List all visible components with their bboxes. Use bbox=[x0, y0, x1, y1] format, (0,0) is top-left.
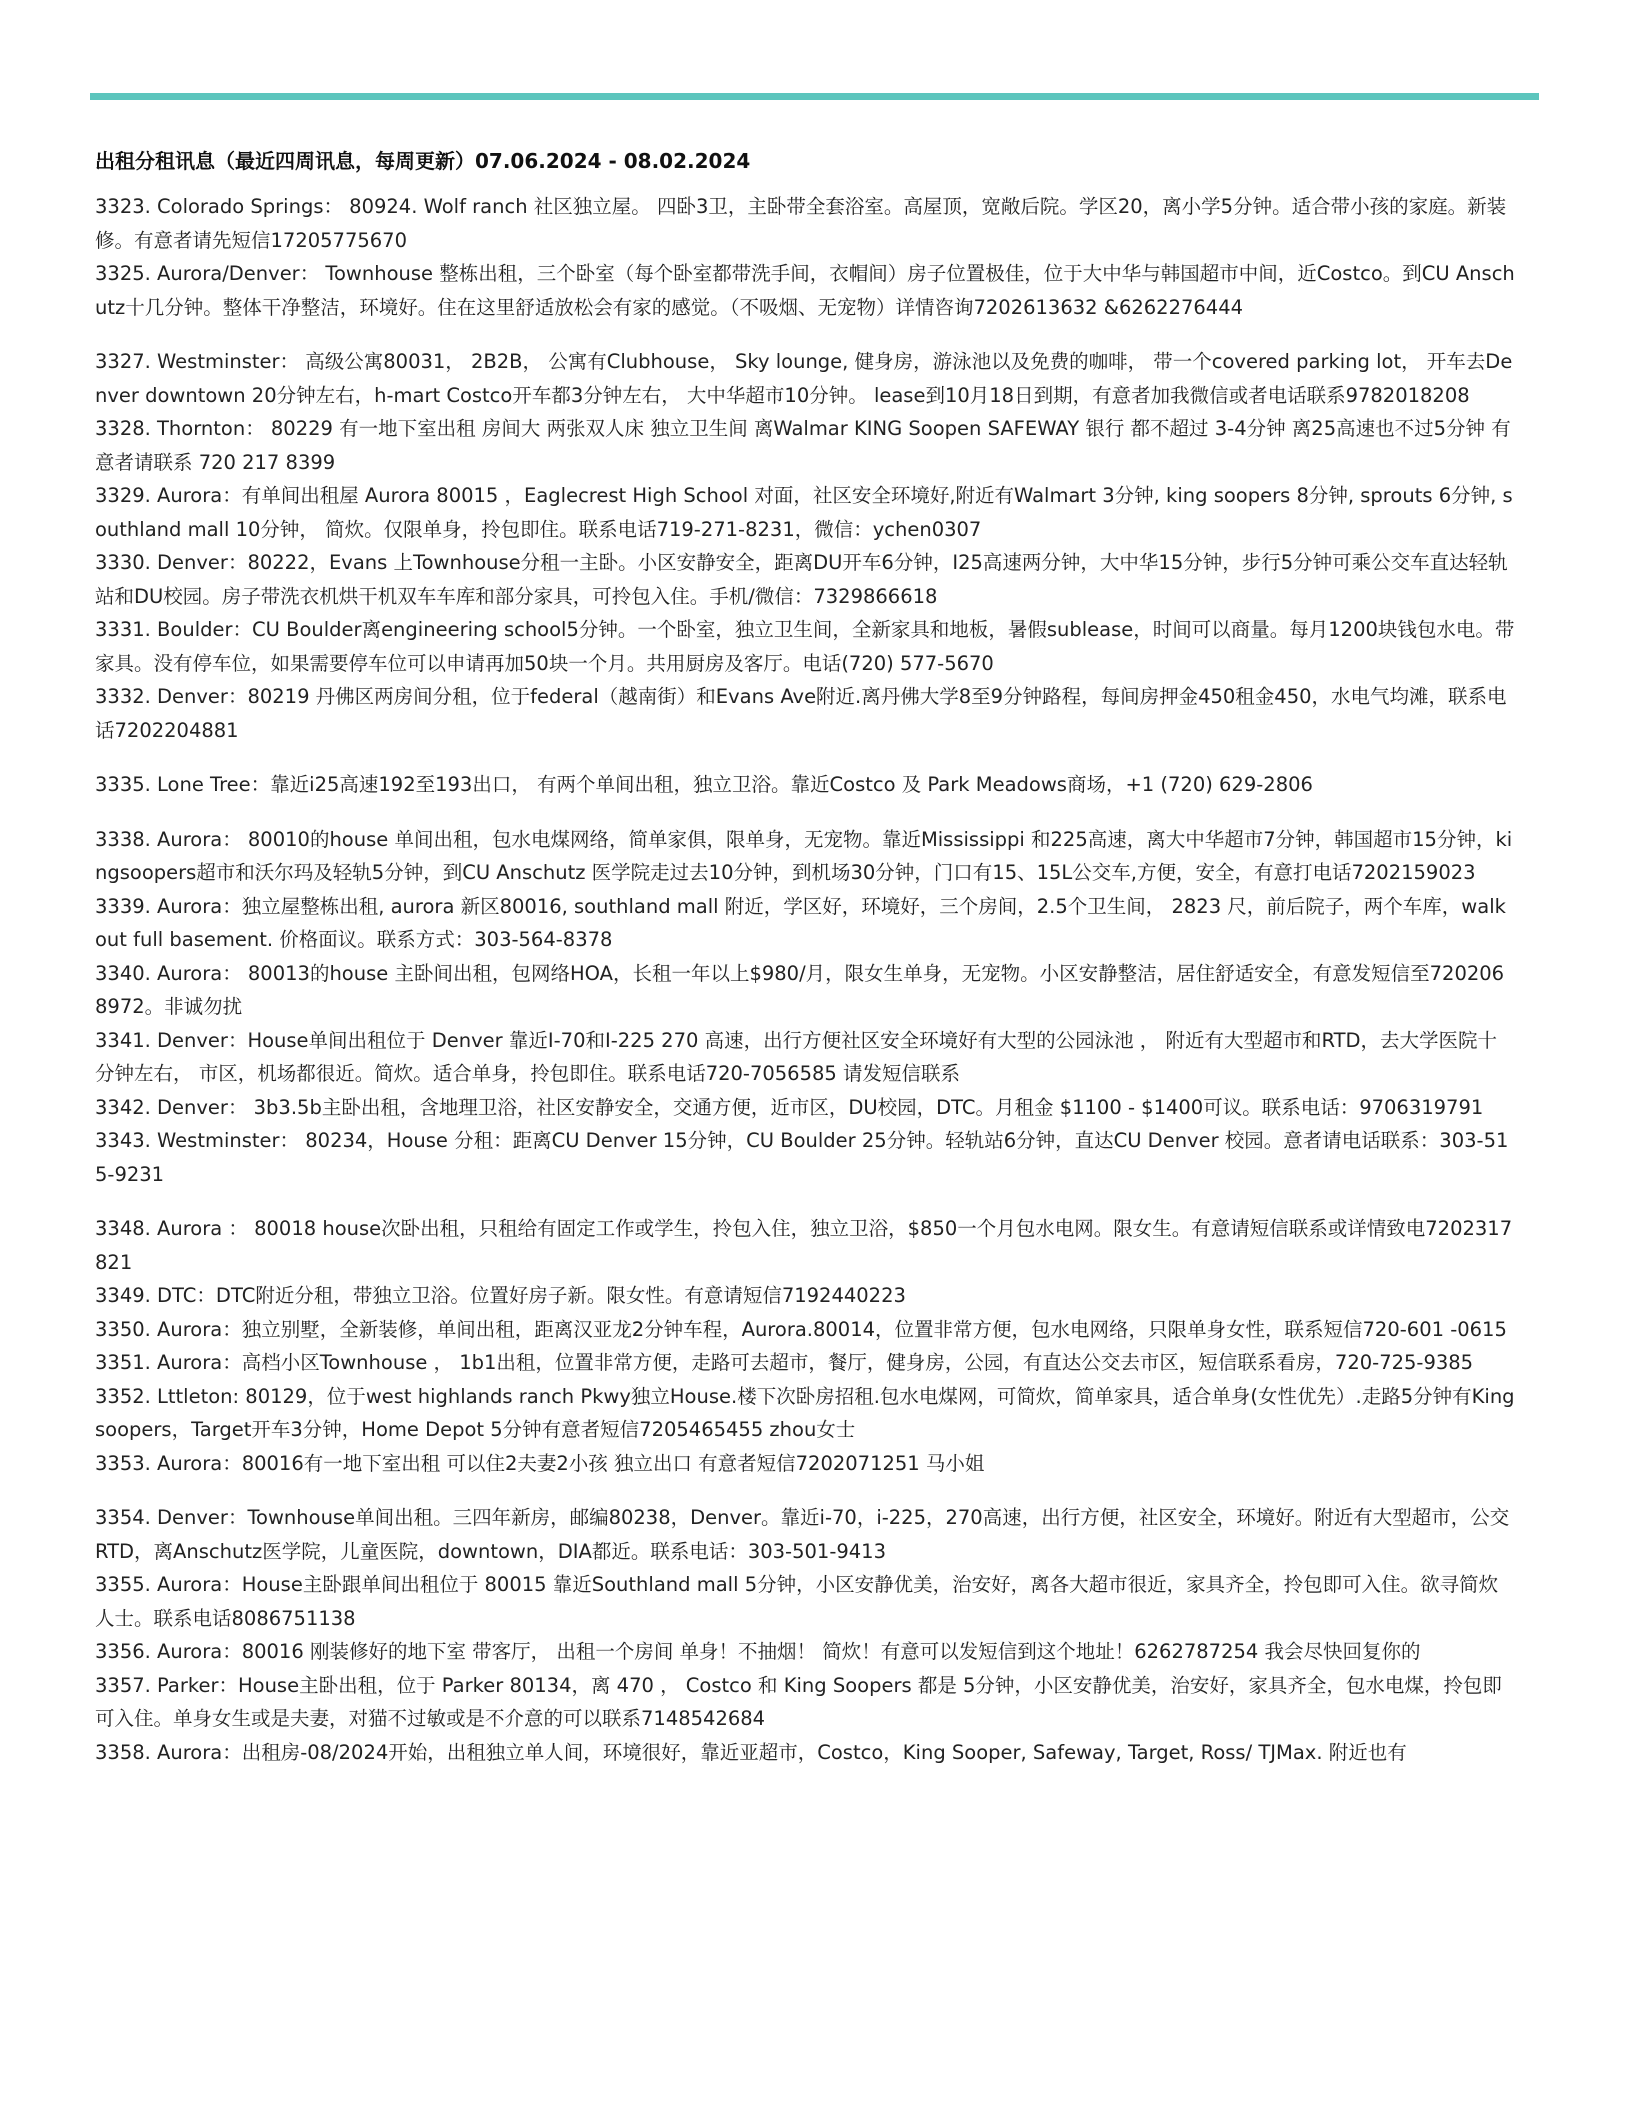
listing-entry: 3350. Aurora：独立别墅，全新装修，单间出租，距离汉亚龙2分钟车程，Aurora.80014，位置非常方便，包水电网络，只限单身女性，联系短信720-601 -0615 bbox=[95, 1317, 1507, 1341]
listing-entry: 3348. Aurora ： 80018 house次卧出租，只租给有固定工作或学生，拎包入住，独立卫浴，$850一个月包水电网。限女生。有意请短信联系或详情致电7202317821 bbox=[95, 1217, 1513, 1274]
listing-entry: 3353. Aurora：80016有一地下室出租 可以住2夫妻2小孩 独立出口 有意者短信7202071251 马小姐 bbox=[95, 1451, 985, 1475]
listing-entry: 3328. Thornton： 80229 有一地下室出租 房间大 两张双人床 独立卫生间 离Walmar KING Soopen SAFEWAY 银行 都不超过 3-4分钟 离25高速也不过5分钟 有意者请联系 720 217 8399 bbox=[95, 417, 1511, 474]
listing-entry: 3351. Aurora：高档小区Townhouse ， 1b1出租，位置非常方便，走路可去超市，餐厅，健身房，公园，有直达公交去市区，短信联系看房，720-725-9385 bbox=[95, 1351, 1474, 1374]
document-body bbox=[95, 146, 1515, 1769]
listing-entry: 3335. Lone Tree：靠近i25高速192至193出口， 有两个单间出租，独立卫浴。靠近Costco 及 Park Meadows商场，+1 (720) 629-2806 bbox=[95, 773, 1313, 796]
listing-entry: 3343. Westminster： 80234，House 分租：距离CU Denver 15分钟，CU Boulder 25分钟。轻轨站6分钟，直达CU Denver 校园。意者请电话联系：303-515-9231 bbox=[95, 1129, 1509, 1186]
listing-entry: 3355. Aurora：House主卧跟单间出租位于 80015 靠近Southland mall 5分钟，小区安静优美，治安好，离各大超市很近，家具齐全，拎包即可入住。欲寻简炊人士。联系电话8086751138 bbox=[95, 1573, 1499, 1630]
listing-entry: 3338. Aurora： 80010的house 单间出租，包水电煤网络，简单家俱，限单身，无宠物。靠近Mississippi 和225高速，离大中华超市7分钟，韩国超市15分钟，kingsoopers超市和沃尔玛及轻轨5分钟，到CU Anschutz 医学院走过去10分钟，到机场30分钟，门口有15、15L公交车,方便，安全，有意打电话7202159023 bbox=[95, 827, 1513, 884]
listing-entry: 3329. Aurora：有单间出租屋 Aurora 80015 ，Eaglecrest High School 对面，社区安全环境好,附近有Walmart 3分钟, king soopers 8分钟, sprouts 6分钟, southland mall 10分钟， 简炊。仅限单身，拎包即住。联系电话719-271-8231，微信：ychen0307 bbox=[95, 484, 1513, 541]
listing-entry: 3325. Aurora/Denver： Townhouse 整栋出租，三个卧室（每个卧室都带洗手间，衣帽间）房子位置极佳，位于大中华与韩国超市中间，近Costco。到CU Anschutz十几分钟。整体干净整洁，环境好。住在这里舒适放松会有家的感觉。（不吸烟、无宠物）详情咨询7202613632 &6262276444 bbox=[95, 262, 1515, 319]
listing-entry: 3342. Denver： 3b3.5b主卧出租，含地理卫浴，社区安静安全，交通方便，近市区，DU校园，DTC。月租金 $1100 - $1400可议。联系电话：9706319791 bbox=[95, 1095, 1484, 1119]
listing-entry: 3330. Denver：80222，Evans 上Townhouse分租一主卧。小区安静安全，距离DU开车6分钟，I25高速两分钟，大中华15分钟，步行5分钟可乘公交车直达轻轨站和DU校园。房子带洗衣机烘干机双车车库和部分家具，可拎包入住。手机/微信：7329866618 bbox=[95, 551, 1508, 608]
top-accent-rule bbox=[90, 93, 1539, 100]
document-title: 出租分租讯息（最近四周讯息，每周更新）07.06.2024 - 08.02.2024 bbox=[95, 149, 751, 173]
listing-entry: 3340. Aurora： 80013的house 主卧间出租，包网络HOA，长租一年以上$980/月，限女生单身，无宠物。小区安静整洁，居住舒适安全，有意发短信至7202068972。非诚勿扰 bbox=[95, 961, 1505, 1018]
listing-entry: 3323. Colorado Springs： 80924. Wolf ranch 社区独立屋。 四卧3卫，主卧带全套浴室。高屋顶，宽敞后院。学区20，离小学5分钟。适合带小孩的家庭。新装修。有意者请先短信17205775670 bbox=[95, 195, 1507, 252]
listing-entry: 3352. Lttleton: 80129，位于west highlands ranch Pkwy独立House.楼下次卧房招租.包水电煤网，可简炊，简单家具，适合单身(女性优先）.走路5分钟有Kingsoopers，Target开车3分钟，Home Depot 5分钟有意者短信7205465455 zhou女士 bbox=[95, 1384, 1515, 1441]
listing-entry: 3327. Westminster： 高级公寓80031， 2B2B， 公寓有Clubhouse， Sky lounge, 健身房，游泳池以及免费的咖啡， 带一个covered parking lot， 开车去Denver downtown 20分钟左右，h-mart Costco开车都3分钟左右， 大中华超市10分钟。 lease到10月18日到期，有意者加我微信或者电话联系9782018208 bbox=[95, 350, 1513, 407]
listings bbox=[95, 190, 1515, 1769]
listing-entry: 3339. Aurora：独立屋整栋出租, aurora 新区80016, southland mall 附近，学区好，环境好，三个房间，2.5个卫生间， 2823 尺，前后院子，两个车库，walkout full basement. 价格面议。联系方式：303-564-8378 bbox=[95, 894, 1506, 951]
listing-entry: 3358. Aurora：出租房-08/2024开始，出租独立单人间，环境很好，靠近亚超市，Costco，King Sooper, Safeway, Target, Ross/ TJMax. 附近也有 bbox=[95, 1740, 1407, 1764]
listing-entry: 3331. Boulder：CU Boulder离engineering school5分钟。一个卧室，独立卫生间，全新家具和地板，暑假sublease，时间可以商量。每月1200块钱包水电。带家具。没有停车位，如果需要停车位可以申请再加50块一个月。共用厨房及客厅。电话(720) 577-5670 bbox=[95, 618, 1515, 675]
listing-entry: 3357. Parker：House主卧出租，位于 Parker 80134，离 470 ， Costco 和 King Soopers 都是 5分钟，小区安静优美，治安好，家具齐全，包水电煤，拎包即可入住。单身女生或是夫妻，对猫不过敏或是不介意的可以联系7148542684 bbox=[95, 1673, 1502, 1730]
listing-entry: 3354. Denver：Townhouse单间出租。三四年新房，邮编80238，Denver。靠近i-70，i-225，270高速，出行方便，社区安全，环境好。附近有大型超市，公交RTD，离Anschutz医学院，儿童医院，downtown，DIA都近。联系电话：303-501-9413 bbox=[95, 1506, 1510, 1563]
listing-entry: 3349. DTC：DTC附近分租，带独立卫浴。位置好房子新。限女性。有意请短信7192440223 bbox=[95, 1284, 906, 1307]
listing-entry: 3332. Denver：80219 丹佛区两房间分租，位于federal（越南街）和Evans Ave附近.离丹佛大学8至9分钟路程，每间房押金450租金450，水电气均滩，联系电话7202204881 bbox=[95, 685, 1507, 742]
listing-entry: 3356. Aurora：80016 刚装修好的地下室 带客厅， 出租一个房间 单身！不抽烟！ 简炊！有意可以发短信到这个地址！6262787254 我会尽快回复你的 bbox=[95, 1640, 1421, 1663]
listing-entry: 3341. Denver：House单间出租位于 Denver 靠近I-70和I-225 270 高速，出行方便社区安全环境好有大型的公园泳池 ， 附近有大型超市和RTD，去大学医院十分钟左右， 市区，机场都很近。简炊。适合单身，拎包即住。联系电话720-7056585 请发短信联系 bbox=[95, 1028, 1498, 1085]
